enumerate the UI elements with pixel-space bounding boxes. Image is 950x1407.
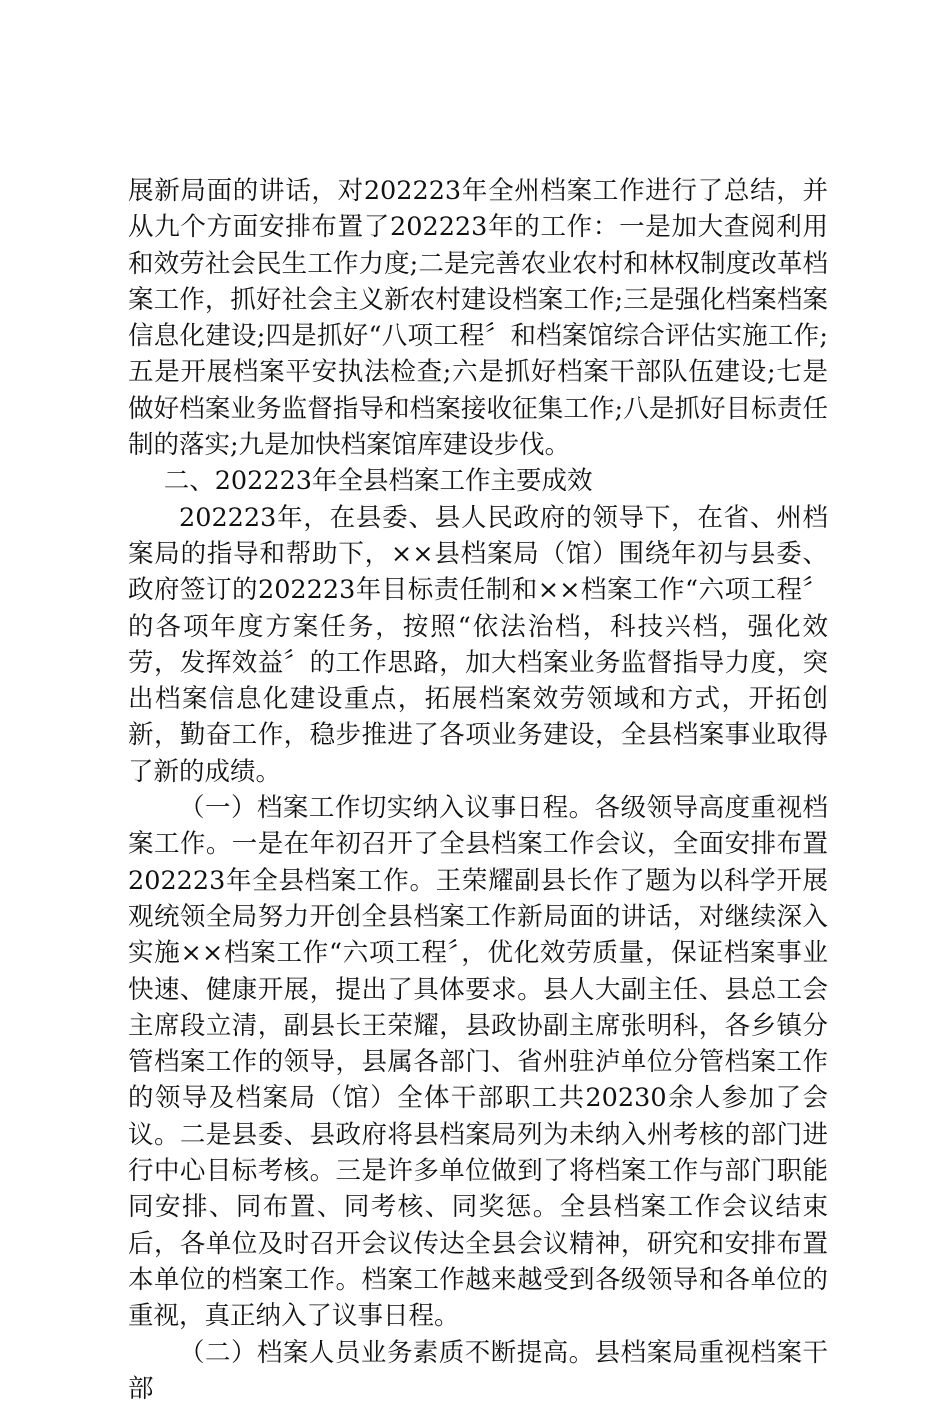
paragraph-overview: 202223年，在县委、县人民政府的领导下，在省、州档案局的指导和帮助下，××县档案局（馆）围绕年初与县委、政府签订的202223年目标责任制和××档案工作“六项工程〞的各项年度方案任务，按照“依法治档，科技兴档，强化效劳，发挥效益〞的工作思路，加大档案业务监督指导力度，突出档案信息化建设重点，拓展档案效劳领域和方式，开拓创新，勤奋工作，稳步推进了各项业务建设，全县档案事业取得了新的成绩。 xyxy=(128,500,828,790)
section-heading-achievements: 二、202223年全县档案工作主要成效 xyxy=(128,463,828,499)
paragraph-agenda: （一）档案工作切实纳入议事日程。各级领导高度重视档案工作。一是在年初召开了全县档案工作会议，全面安排布置202223年全县档案工作。王荣耀副县长作了题为以科学开展观统领全局努力开创全县档案工作新局面的讲话，对继续深入实施××档案工作“六项工程〞，优化效劳质量，保证档案事业快速、健康开展，提出了具体要求。县人大副主任、县总工会主席段立清，副县长王荣耀，县政协副主席张明科，各乡镇分管档案工作的领导，县属各部门、省州驻泸单位分管档案工作的领导及档案局（馆）全体干部职工共20230余人参加了会议。二是县委、县政府将县档案局列为未纳入州考核的部门进行中心目标考核。三是许多单位做到了将档案工作与部门职能同安排、同布置、同考核、同奖惩。全县档案工作会议结束后，各单位及时召开会议传达全县会议精神，研究和安排布置本单位的档案工作。档案工作越来越受到各级领导和各单位的重视，真正纳入了议事日程。 xyxy=(128,790,828,1334)
paragraph-staff-quality: （二）档案人员业务素质不断提高。县档案局重视档案干部 xyxy=(128,1335,828,1407)
document-body xyxy=(128,173,828,1407)
paragraph-work-arrangement: 展新局面的讲话，对202223年全州档案工作进行了总结，并从九个方面安排布置了202223年的工作：一是加大查阅利用和效劳社会民生工作力度;二是完善农业农村和林权制度改革档案工作，抓好社会主义新农村建设档案工作;三是强化档案档案信息化建设;四是抓好“八项工程〞和档案馆综合评估实施工作;五是开展档案平安执法检查;六是抓好档案干部队伍建设;七是做好档案业务监督指导和档案接收征集工作;八是抓好目标责任制的落实;九是加快档案馆库建设步伐。 xyxy=(128,173,828,463)
